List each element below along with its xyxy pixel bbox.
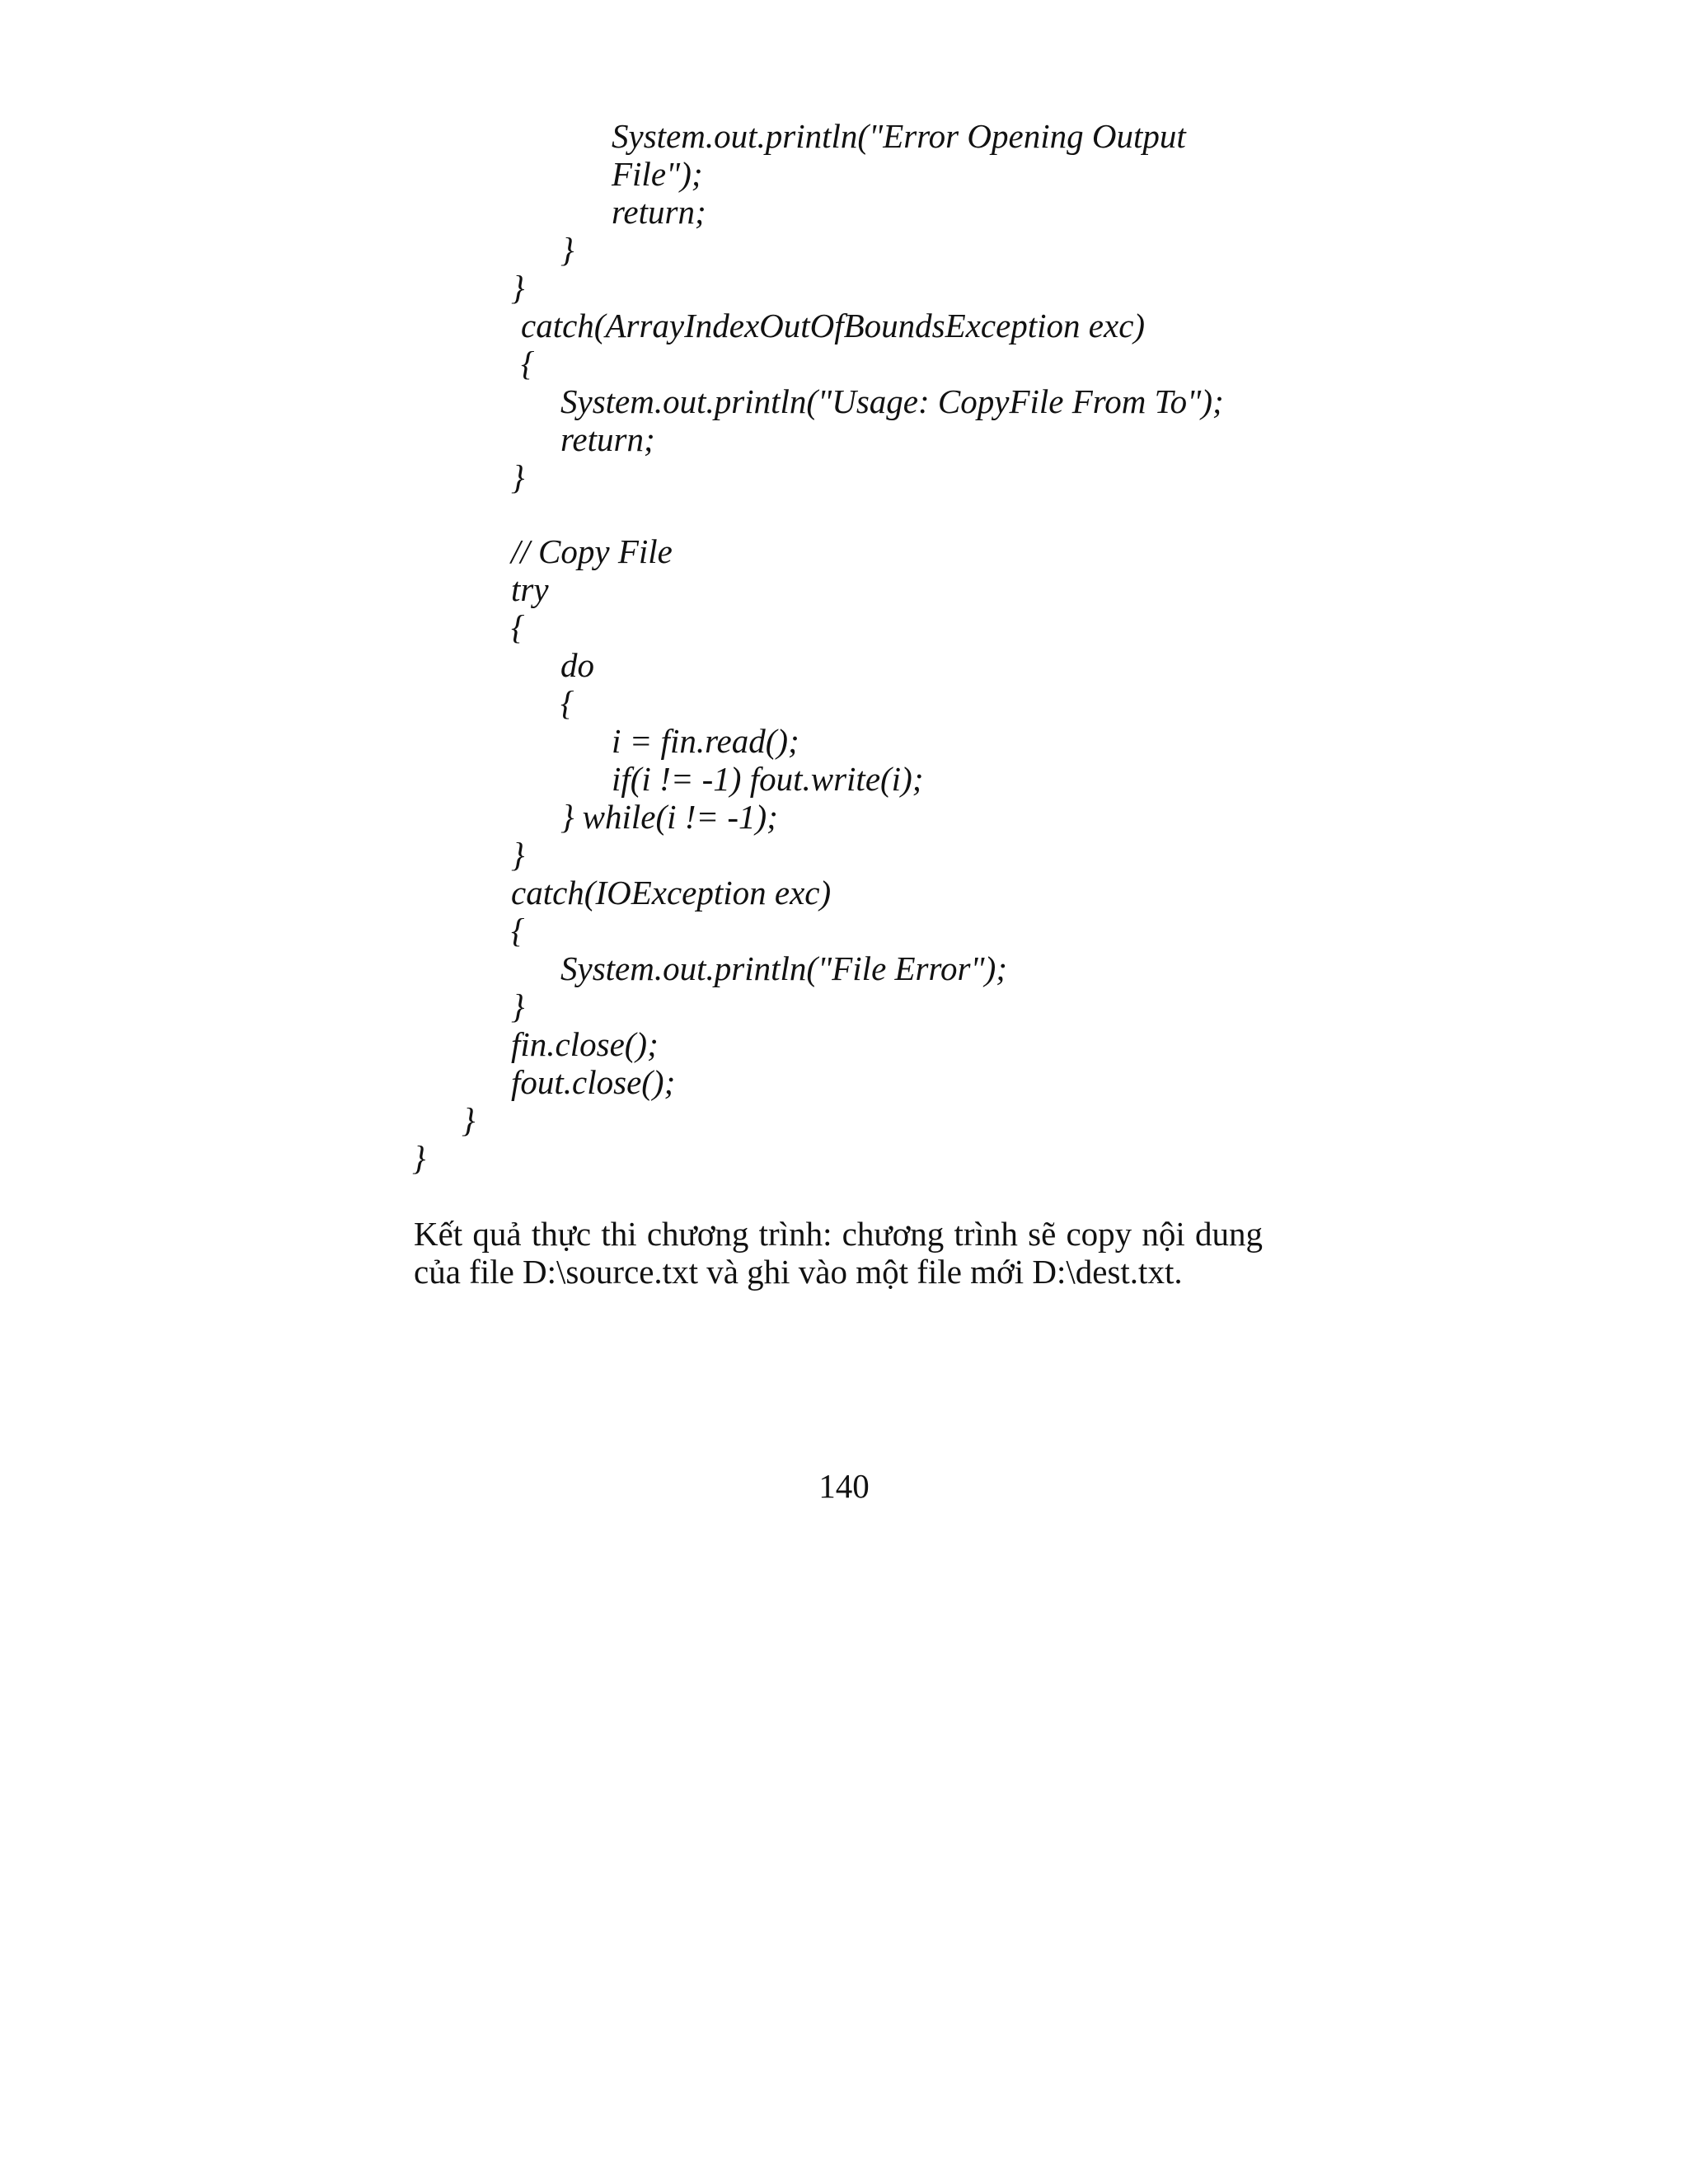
code-line: catch(ArrayIndexOutOfBoundsException exc) xyxy=(521,307,1146,344)
code-line: if(i != -1) fout.write(i); xyxy=(612,760,924,798)
code-comment: // Copy File xyxy=(511,532,673,570)
code-line: System.out.println("Usage: CopyFile From To"); xyxy=(560,382,1224,420)
code-line: } while(i != -1); xyxy=(560,798,778,836)
code-line: } xyxy=(462,1101,476,1139)
code-line: { xyxy=(511,608,525,646)
code-line: { xyxy=(511,912,525,949)
code-line: } xyxy=(560,231,574,269)
code-line: } xyxy=(511,836,525,874)
result-paragraph xyxy=(414,1215,1263,1291)
code-line: try xyxy=(511,570,549,608)
code-line: File"); xyxy=(612,155,703,193)
code-line: } xyxy=(412,1139,426,1177)
code-line: } xyxy=(511,987,525,1025)
code-line: return; xyxy=(612,193,706,231)
code-line: i = fin.read(); xyxy=(612,722,799,760)
paragraph-line: Kết quả thực thi chương trình: chương trình sẽ copy nội dung xyxy=(414,1215,1263,1253)
code-line: { xyxy=(521,344,535,382)
code-line: System.out.println("File Error"); xyxy=(560,949,1007,987)
code-line: { xyxy=(560,684,574,722)
code-line: return; xyxy=(560,420,655,458)
paragraph-line: của file D:\source.txt và ghi vào một file mới D:\dest.txt. xyxy=(414,1253,1183,1291)
code-line: } xyxy=(511,458,525,496)
code-line: fin.close(); xyxy=(511,1025,659,1063)
page-number: 140 xyxy=(818,1467,870,1505)
code-line: do xyxy=(560,646,594,684)
code-line: System.out.println("Error Opening Output xyxy=(612,117,1186,155)
code-line: } xyxy=(511,269,525,307)
code-line: catch(IOException exc) xyxy=(511,874,832,912)
code-line: fout.close(); xyxy=(511,1063,676,1101)
